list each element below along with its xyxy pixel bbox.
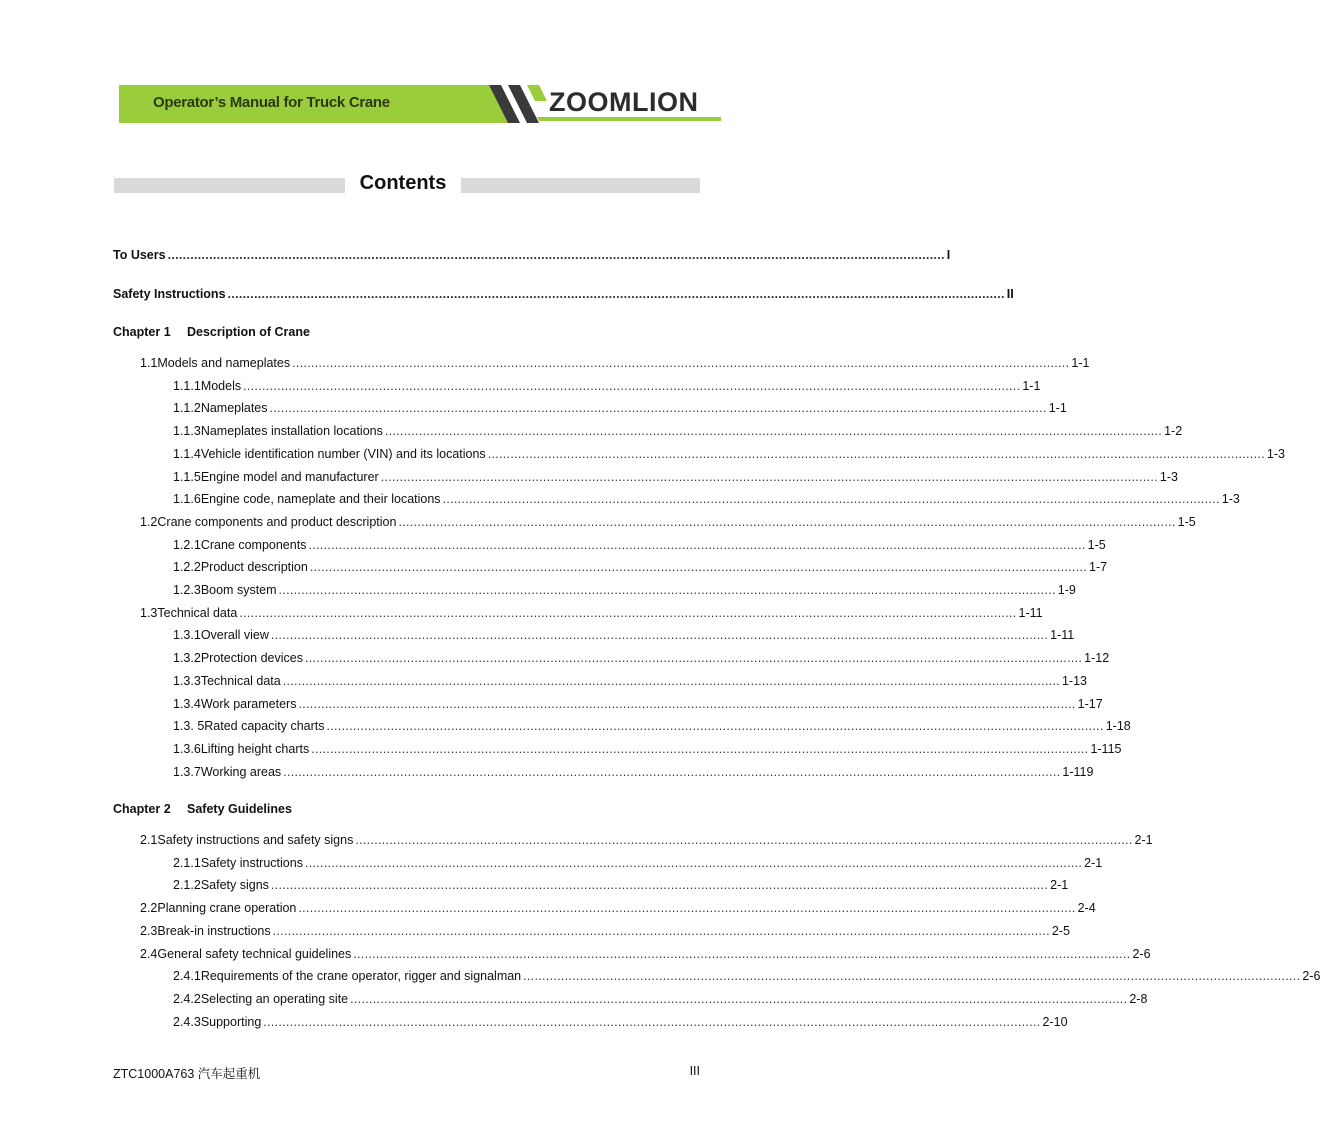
dot-leader: ..............................................................................................................................................................................................................: [282, 674, 1060, 688]
dot-leader: ..............................................................................................................................................................................................................: [239, 606, 1017, 620]
toc-entry-page: 1-115: [1090, 742, 1122, 756]
toc-entry-page: 2-6: [1302, 969, 1320, 983]
toc-entry-title: Lifting height charts: [200, 742, 310, 756]
dot-leader: ..............................................................................................................................................................................................................: [263, 1015, 1041, 1029]
toc-entry-title: Crane components: [200, 538, 307, 552]
toc-subsection-entry[interactable]: [173, 582, 1076, 598]
chapter-label: Chapter 2: [113, 802, 171, 816]
dot-leader: ..............................................................................................................................................................................................................: [398, 515, 1176, 529]
dot-leader: ..............................................................................................................................................................................................................: [298, 901, 1076, 915]
dot-leader: ..............................................................................................................................................................................................................: [298, 697, 1076, 711]
toc-entry-number: 2.3: [140, 924, 158, 938]
toc-entry-page: 1-7: [1089, 560, 1108, 574]
toc-entry-number: 1.3.3: [173, 674, 201, 688]
toc-subsection-entry[interactable]: [173, 559, 1108, 575]
toc-front-matter-entry[interactable]: [113, 247, 951, 263]
toc-subsection-entry[interactable]: [173, 627, 1075, 643]
toc-entry-title: Nameplates installation locations: [200, 424, 383, 438]
dot-leader: ..............................................................................................................................................................................................................: [353, 947, 1131, 961]
toc-entry-number: 1.2.3: [173, 583, 201, 597]
toc-entry-title: Safety Instructions: [113, 287, 226, 301]
toc-entry-page: 2-8: [1129, 992, 1148, 1006]
toc-entry-title: Supporting: [200, 1015, 262, 1029]
toc-entry-page: 2-4: [1077, 901, 1096, 915]
toc-front-matter-entry[interactable]: [113, 286, 1014, 302]
toc-entry-page: 1-3: [1159, 470, 1178, 484]
brand-logo: ZOOMLION: [549, 87, 699, 117]
toc-entry-number: 1.3.4: [173, 697, 201, 711]
toc-entry-page: I: [946, 248, 951, 262]
toc-entry-title: Safety instructions: [200, 856, 303, 870]
toc-section-entry[interactable]: [140, 900, 1096, 916]
toc-subsection-entry[interactable]: [173, 400, 1067, 416]
toc-subsection-entry[interactable]: [173, 469, 1178, 485]
toc-entry-page: 1-5: [1177, 515, 1196, 529]
footer-page-number: III: [689, 1064, 700, 1078]
toc-entry-page: 2-5: [1051, 924, 1070, 938]
toc-subsection-entry[interactable]: [173, 718, 1131, 734]
toc-entry-number: 1.1.4: [173, 447, 201, 461]
toc-subsection-entry[interactable]: [173, 855, 1103, 871]
dot-leader: ..............................................................................................................................................................................................................: [487, 447, 1265, 461]
toc-subsection-entry[interactable]: [173, 741, 1122, 757]
toc-entry-title: Break-in instructions: [157, 924, 271, 938]
toc-entry-number: 1.1: [140, 356, 158, 370]
toc-entry-page: 1-3: [1266, 447, 1285, 461]
chapter-title: Description of Crane: [187, 325, 310, 339]
toc-entry-number: 2.1.1: [173, 856, 201, 870]
toc-entry-page: 2-1: [1134, 833, 1153, 847]
dot-leader: ..............................................................................................................................................................................................................: [311, 742, 1089, 756]
chapter-heading[interactable]: [113, 324, 310, 340]
dot-leader: ..............................................................................................................................................................................................................: [304, 856, 1083, 870]
chapter-label: Chapter 1: [113, 325, 171, 339]
toc-entry-page: 2-6: [1132, 947, 1151, 961]
toc-entry-number: 2.4: [140, 947, 158, 961]
toc-entry-title: General safety technical guidelines: [157, 947, 352, 961]
toc-section-entry[interactable]: [140, 514, 1196, 530]
toc-entry-page: 1-5: [1087, 538, 1106, 552]
toc-entry-number: 1.1.3: [173, 424, 201, 438]
dot-leader: ..............................................................................................................................................................................................................: [270, 628, 1049, 642]
toc-entry-number: 1.1.1: [173, 379, 201, 393]
footer-model: ZTC1000A763 汽车起重机: [113, 1067, 261, 1081]
dot-leader: ..............................................................................................................................................................................................................: [278, 583, 1056, 597]
dot-leader: ..............................................................................................................................................................................................................: [523, 969, 1301, 983]
toc-entry-page: 2-1: [1050, 878, 1069, 892]
toc-entry-page: 1-119: [1062, 765, 1094, 779]
toc-entry-title: Engine model and manufacturer: [200, 470, 379, 484]
toc-entry-title: Selecting an operating site: [200, 992, 349, 1006]
toc-entry-title: Protection devices: [200, 651, 303, 665]
dot-leader: ..............................................................................................................................................................................................................: [308, 538, 1086, 552]
toc-entry-number: 2.1: [140, 833, 158, 847]
toc-entry-title: Rated capacity charts: [204, 719, 325, 733]
toc-subsection-entry[interactable]: [173, 537, 1106, 553]
toc-entry-title: Requirements of the crane operator, rigger and signalman: [200, 969, 522, 983]
toc-entry-number: 1.3. 5: [173, 719, 205, 733]
toc-entry-page: 1-1: [1071, 356, 1090, 370]
toc-entry-title: Overall view: [200, 628, 269, 642]
toc-entry-page: 1-11: [1018, 606, 1043, 620]
toc-section-entry[interactable]: [140, 355, 1090, 371]
dot-leader: ..............................................................................................................................................................................................................: [355, 833, 1133, 847]
toc-entry-page: 1-1: [1022, 379, 1041, 393]
dot-leader: ..............................................................................................................................................................................................................: [269, 401, 1047, 415]
toc-entry-page: II: [1006, 287, 1014, 301]
toc-entry-title: Technical data: [157, 606, 238, 620]
toc-entry-number: 1.1.2: [173, 401, 201, 415]
toc-entry-title: Work parameters: [200, 697, 297, 711]
toc-entry-number: 1.3.6: [173, 742, 201, 756]
chapter-heading[interactable]: [113, 801, 292, 817]
dot-leader: ..............................................................................................................................................................................................................: [380, 470, 1158, 484]
toc-entry-number: 1.1.6: [173, 492, 201, 506]
toc-subsection-entry[interactable]: [173, 764, 1094, 780]
toc-entry-title: Models and nameplates: [157, 356, 291, 370]
dot-leader: ..............................................................................................................................................................................................................: [384, 424, 1163, 438]
dot-leader: ..............................................................................................................................................................................................................: [243, 379, 1021, 393]
toc-subsection-entry[interactable]: [173, 378, 1041, 394]
chapter-title: Safety Guidelines: [187, 802, 292, 816]
toc-entry-number: 1.3.7: [173, 765, 201, 779]
toc-entry-number: 2.4.2: [173, 992, 201, 1006]
toc-entry-page: 1-18: [1105, 719, 1131, 733]
toc-entry-title: Crane components and product description: [157, 515, 397, 529]
dot-leader: ..............................................................................................................................................................................................................: [227, 287, 1005, 301]
dot-leader: ..............................................................................................................................................................................................................: [304, 651, 1083, 665]
toc-subsection-entry[interactable]: [173, 650, 1110, 666]
dot-leader: ..............................................................................................................................................................................................................: [283, 765, 1061, 779]
toc-subsection-entry[interactable]: [173, 1014, 1068, 1030]
manual-title: Operator’s Manual for Truck Crane: [153, 94, 390, 111]
dot-leader: ..............................................................................................................................................................................................................: [270, 878, 1049, 892]
toc-entry-number: 1.2: [140, 515, 158, 529]
toc-entry-page: 2-1: [1084, 856, 1103, 870]
toc-entry-number: 2.1.2: [173, 878, 201, 892]
toc-entry-page: 1-3: [1221, 492, 1240, 506]
toc-section-entry[interactable]: [140, 832, 1153, 848]
toc-subsection-entry[interactable]: [173, 491, 1240, 507]
dot-leader: ..............................................................................................................................................................................................................: [442, 492, 1220, 506]
toc-entry-title: To Users: [113, 248, 166, 262]
dot-leader: ..............................................................................................................................................................................................................: [350, 992, 1128, 1006]
toc-section-entry[interactable]: [140, 605, 1043, 621]
toc-entry-title: Vehicle identification number (VIN) and its locations: [200, 447, 486, 461]
toc-entry-number: 1.2.1: [173, 538, 201, 552]
dot-leader: ..............................................................................................................................................................................................................: [326, 719, 1104, 733]
toc-subsection-entry[interactable]: [173, 423, 1183, 439]
toc-entry-title: Safety signs: [200, 878, 269, 892]
toc-entry-number: 1.3.1: [173, 628, 201, 642]
toc-entry-number: 1.2.2: [173, 560, 201, 574]
toc-entry-title: Planning crane operation: [157, 901, 297, 915]
dot-leader: ..............................................................................................................................................................................................................: [167, 248, 945, 262]
toc-subsection-entry[interactable]: [173, 446, 1285, 462]
toc-entry-page: 1-13: [1061, 674, 1087, 688]
toc-entry-page: 1-1: [1048, 401, 1067, 415]
toc-entry-number: 1.3: [140, 606, 158, 620]
dot-leader: ..............................................................................................................................................................................................................: [309, 560, 1088, 574]
toc-entry-number: 2.4.1: [173, 969, 201, 983]
toc-entry-page: 2-10: [1042, 1015, 1068, 1029]
toc-entry-title: Technical data: [200, 674, 281, 688]
toc-entry-title: Nameplates: [200, 401, 268, 415]
toc-subsection-entry[interactable]: [173, 991, 1148, 1007]
toc-entry-title: Product description: [200, 560, 308, 574]
toc-subsection-entry[interactable]: [173, 877, 1069, 893]
dot-leader: ..............................................................................................................................................................................................................: [292, 356, 1070, 370]
toc-entry-page: 1-11: [1050, 628, 1075, 642]
toc-entry-title: Engine code, nameplate and their locations: [200, 492, 441, 506]
toc-entry-title: Safety instructions and safety signs: [157, 833, 354, 847]
toc-entry-number: 2.2: [140, 901, 158, 915]
toc-entry-number: 2.4.3: [173, 1015, 201, 1029]
toc-subsection-entry[interactable]: [173, 673, 1087, 689]
toc-entry-title: Boom system: [200, 583, 277, 597]
toc-entry-page: 1-9: [1057, 583, 1076, 597]
toc-entry-page: 1-12: [1084, 651, 1110, 665]
toc-entry-title: Models: [200, 379, 242, 393]
toc-entry-number: 1.1.5: [173, 470, 201, 484]
toc-entry-title: Working areas: [200, 765, 282, 779]
toc-entry-page: 1-17: [1077, 697, 1103, 711]
toc-entry-page: 1-2: [1164, 424, 1183, 438]
dot-leader: ..............................................................................................................................................................................................................: [272, 924, 1050, 938]
toc-section-entry[interactable]: [140, 923, 1070, 939]
contents-heading: Contents: [359, 172, 447, 194]
toc-subsection-entry[interactable]: [173, 696, 1103, 712]
toc-entry-number: 1.3.2: [173, 651, 201, 665]
toc-subsection-entry[interactable]: [173, 968, 1320, 984]
toc-section-entry[interactable]: [140, 946, 1151, 962]
